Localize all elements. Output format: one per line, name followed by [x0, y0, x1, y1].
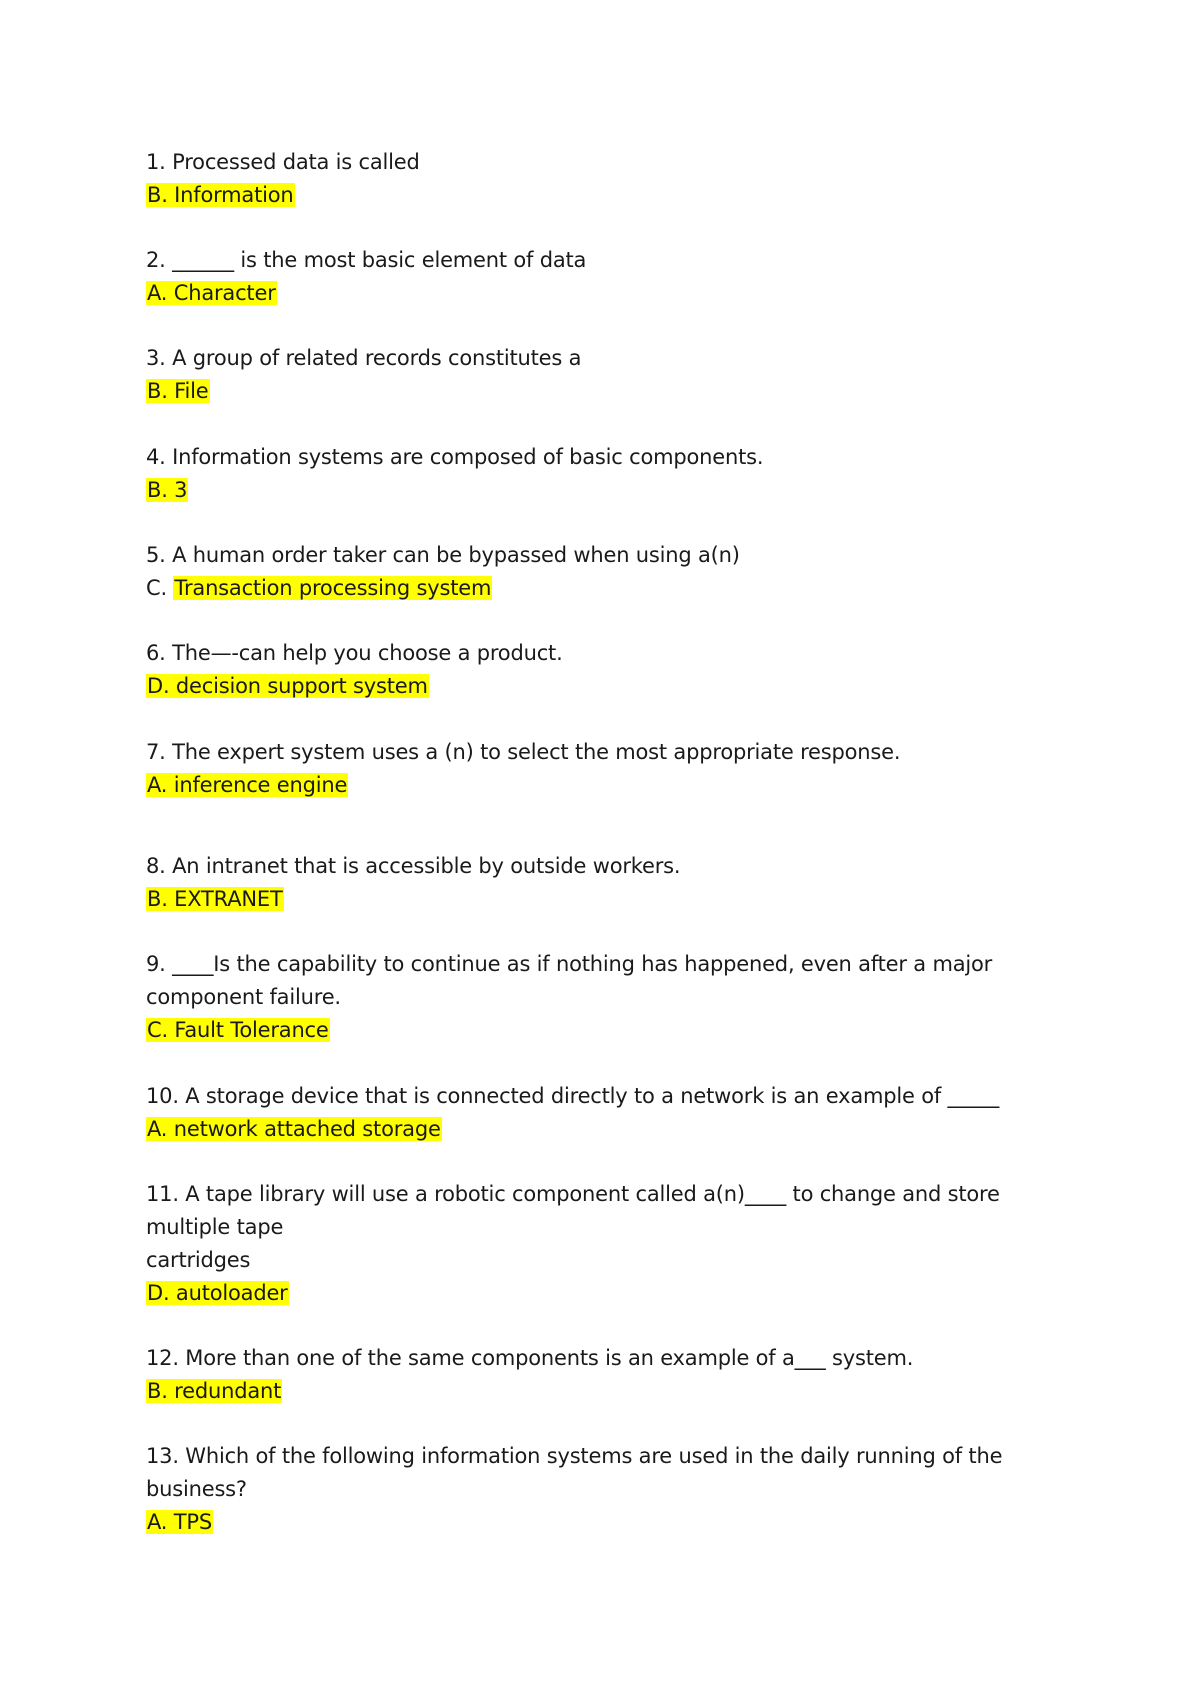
answer-highlight: A. network attached storage: [147, 1117, 441, 1141]
question-4-text: 4. Information systems are composed of basic components.: [146, 445, 764, 469]
answer-6: [146, 670, 429, 702]
question-2-text: 2. ______ is the most basic element of data: [146, 248, 587, 272]
answer-highlight: D. decision support system: [147, 674, 428, 698]
question-9-text: 9. ____Is the capability to continue as if nothing has happened, even after a major: [146, 952, 993, 976]
answer-11: [146, 1277, 289, 1309]
answer-highlight: D. autoloader: [147, 1281, 288, 1305]
answer-3: [146, 375, 210, 407]
answer-5: [146, 572, 492, 604]
answer-2: [146, 277, 277, 309]
answer-prefix: C.: [146, 576, 174, 600]
question-12-text: 12. More than one of the same components is an example of a___ system.: [146, 1346, 914, 1370]
question-11-text-continued: multiple tape: [146, 1215, 284, 1239]
answer-highlight: A. Character: [147, 281, 276, 305]
answer-highlight: B. EXTRANET: [147, 887, 283, 911]
answer-12: [146, 1375, 282, 1407]
answer-7: [146, 769, 348, 801]
question-8-text: 8. An intranet that is accessible by outside workers.: [146, 854, 681, 878]
answer-highlight: B. 3: [147, 478, 188, 502]
question-5-text: 5. A human order taker can be bypassed when using a(n): [146, 543, 740, 567]
question-9-text-continued: component failure.: [146, 985, 341, 1009]
answer-highlight: B. redundant: [147, 1379, 282, 1403]
answer-highlight: Transaction processing system: [174, 576, 492, 600]
answer-highlight: A. TPS: [147, 1510, 212, 1534]
answer-1: [146, 179, 295, 211]
question-3-text: 3. A group of related records constitutes a: [146, 346, 582, 370]
answer-10: [146, 1113, 442, 1145]
question-13-text-continued: business?: [146, 1477, 247, 1501]
question-6-text: 6. The—-can help you choose a product.: [146, 641, 563, 665]
question-7-text: 7. The expert system uses a (n) to select the most appropriate response.: [146, 740, 901, 764]
answer-highlight: A. inference engine: [147, 773, 348, 797]
question-11-text-continued-2: cartridges: [146, 1248, 251, 1272]
answer-highlight: C. Fault Tolerance: [147, 1018, 329, 1042]
question-1-text: 1. Processed data is called: [146, 150, 420, 174]
answer-4: [146, 474, 188, 506]
answer-9: [146, 1014, 330, 1046]
question-13-text: 13. Which of the following information systems are used in the daily running of the: [146, 1444, 1003, 1468]
question-11-text: 11. A tape library will use a robotic component called a(n)____ to change and store: [146, 1182, 1000, 1206]
answer-highlight: B. Information: [147, 183, 294, 207]
answer-8: [146, 883, 284, 915]
question-10-text: 10. A storage device that is connected directly to a network is an example of _____: [146, 1084, 1000, 1108]
answer-highlight: B. File: [147, 379, 209, 403]
answer-13: [146, 1506, 213, 1538]
